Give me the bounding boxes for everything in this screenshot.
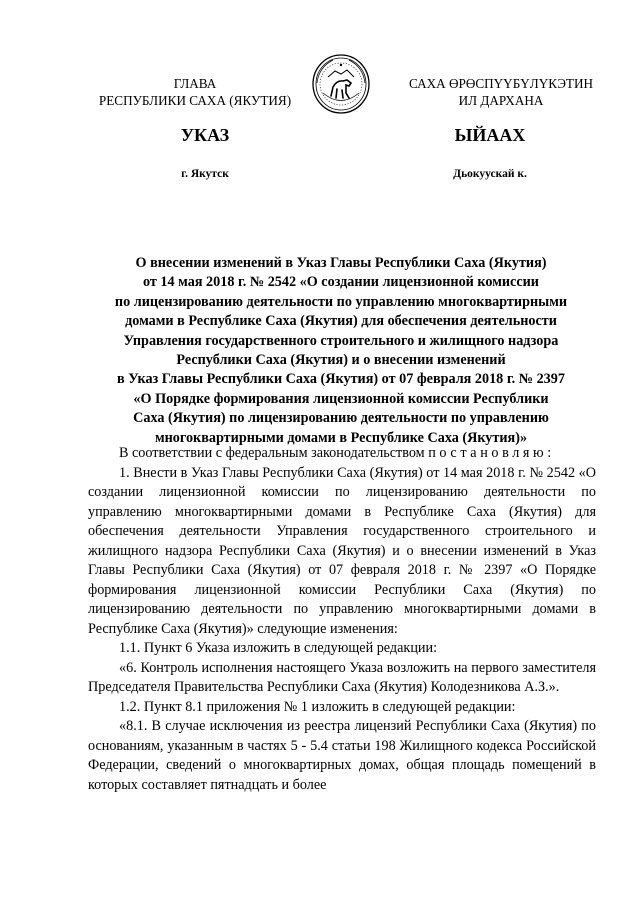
title-line: от 14 мая 2018 г. № 2542 «О создании лицензионной комиссии <box>143 274 539 291</box>
title-line: многоквартирными домами в Республике Саха (Якутия)» <box>154 429 528 446</box>
header-left <box>84 75 306 109</box>
title-line: Республики Саха (Якутия) и о внесении изменений <box>176 352 506 369</box>
title-line: О внесении изменений в Указ Главы Республики Саха (Якутия) <box>135 255 547 271</box>
header-right <box>385 75 617 109</box>
title-line: по лицензированию деятельности по управлению многоквартирными <box>114 293 568 310</box>
header-left-line1: ГЛАВА <box>173 76 217 91</box>
doc-type-sakha: ЫЙААХ <box>454 125 526 145</box>
city-sakha: Дьокуускай к. <box>453 168 527 180</box>
city-ru: г. Якутск <box>181 168 229 180</box>
decree-body <box>88 444 596 795</box>
preamble-text: В соответствии с федеральным законодательством <box>119 445 425 461</box>
title-line: домами в Республике Саха (Якутия) для обеспечения деятельности <box>125 313 557 330</box>
doc-type-ru: УКАЗ <box>180 125 230 145</box>
decree-verb: постановляю: <box>428 445 555 461</box>
paragraph-8-1: «8.1. В случае исключения из реестра лицензий Республики Саха (Якутия) по основаниям, указанным в частях 5 - 5.4 статьи 198 Жилищного кодекса Российской Федерации, сведений о многоквартирных домах, общая площадь помещений в которых составляет пятнадцать и более <box>88 718 596 793</box>
title-line: «О Порядке формирования лицензионной комиссии Республики <box>133 390 549 407</box>
paragraph-6-text: «6. Контроль исполнения настоящего Указа возложить на первого заместителя Председателя Правительства Республики Саха (Якутия) Колодезникова А.З.». <box>88 659 596 695</box>
header-right-line2: ИЛ ДАРХАНА <box>458 93 544 108</box>
header-right-line1: САХА ӨРӨСПҮҮБҮЛҮКЭТИН <box>408 76 594 91</box>
preamble <box>88 444 596 464</box>
title-line: Управления государственного строительного и жилищного надзора <box>123 332 559 349</box>
header-left-line2: РЕСПУБЛИКИ САХА (ЯКУТИЯ) <box>98 93 292 108</box>
paragraph-1: 1. Внести в Указ Главы Республики Саха (Якутия) от 14 мая 2018 г. № 2542 «О создании лицензионной комиссии по лицензированию деятельности по управлению многоквартирными домами в Республике Саха (Якутия) для обеспечения деятельности Управления государственного строительного и жилищного надзора Республики Саха (Якутия) и о внесении изменений в Указ Главы Республики Саха (Якутия) от 07 февраля 2018 г. № 2397 «О Порядке формирования лицензионной комиссии Республики Саха (Якутия) по лицензированию деятельности по управлению многоквартирными домами в Республике Саха (Якутия)» следующие изменения: <box>88 464 596 637</box>
title-line: в Указ Главы Республики Саха (Якутия) от 07 февраля 2018 г. № 2397 <box>117 371 565 388</box>
republic-emblem-icon <box>311 53 371 115</box>
title-line: Саха (Якутия) по лицензированию деятельности по управлению <box>133 410 549 427</box>
paragraph-1-1: 1.1. Пункт 6 Указа изложить в следующей редакции: <box>119 640 438 656</box>
paragraph-1-2: 1.2. Пункт 8.1 приложения № 1 изложить в следующей редакции: <box>119 698 516 715</box>
decree-title <box>96 254 586 448</box>
